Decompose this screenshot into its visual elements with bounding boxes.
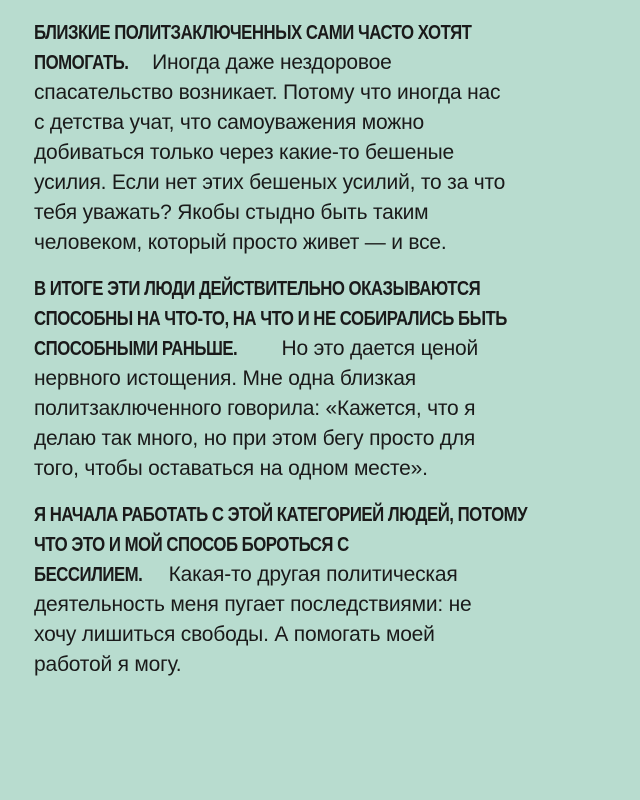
body-line: усилия. Если нет этих бешеных усилий, то за что — [34, 171, 506, 194]
lead-line: ПОМОГАТЬ. — [34, 52, 129, 74]
body-line: добиваться только через какие-то бешеные — [34, 141, 454, 164]
body-line: тебя уважать? Якобы стыдно быть таким — [34, 201, 429, 224]
text-page — [34, 18, 624, 696]
body-text: Какая-то другая политическая — [168, 563, 458, 586]
lead-line: Я НАЧАЛА РАБОТАТЬ С ЭТОЙ КАТЕГОРИЕЙ ЛЮДЕЙ, ПОТОМУ — [34, 504, 528, 526]
paragraph-3 — [34, 500, 624, 680]
body-line: работой я могу. — [34, 653, 182, 676]
lead-line: СПОСОБНЫМИ РАНЬШЕ. — [34, 338, 238, 360]
body-line: делаю так много, но при этом бегу просто для — [34, 427, 476, 450]
lead-line: БЕССИЛИЕМ. — [34, 564, 143, 586]
body-line: хочу лишиться свободы. А помогать моей — [34, 623, 435, 646]
paragraph-2 — [34, 274, 624, 484]
body-line: человеком, который просто живет — и все. — [34, 231, 447, 254]
body-text: Но это дается ценой — [281, 337, 479, 360]
lead-line: В ИТОГЕ ЭТИ ЛЮДИ ДЕЙСТВИТЕЛЬНО ОКАЗЫВАЮТСЯ — [34, 278, 481, 300]
body-line: того, чтобы оставаться на одном месте». — [34, 457, 428, 480]
paragraph-1 — [34, 18, 624, 258]
body-text: Иногда даже нездоровое — [152, 51, 392, 74]
lead-line: ЧТО ЭТО И МОЙ СПОСОБ БОРОТЬСЯ С — [34, 534, 349, 556]
lead-line: СПОСОБНЫ НА ЧТО-ТО, НА ЧТО И НЕ СОБИРАЛИСЬ БЫТЬ — [34, 308, 507, 330]
body-line: политзаключенного говорила: «Кажется, что я — [34, 397, 476, 420]
lead-line: БЛИЗКИЕ ПОЛИТЗАКЛЮЧЕННЫХ САМИ ЧАСТО ХОТЯТ — [34, 22, 472, 44]
body-line: с детства учат, что самоуважения можно — [34, 111, 424, 134]
body-line: деятельность меня пугает последствиями: не — [34, 593, 472, 616]
body-line: нервного истощения. Мне одна близкая — [34, 367, 416, 390]
body-line: спасательство возникает. Потому что иногда нас — [34, 81, 501, 104]
